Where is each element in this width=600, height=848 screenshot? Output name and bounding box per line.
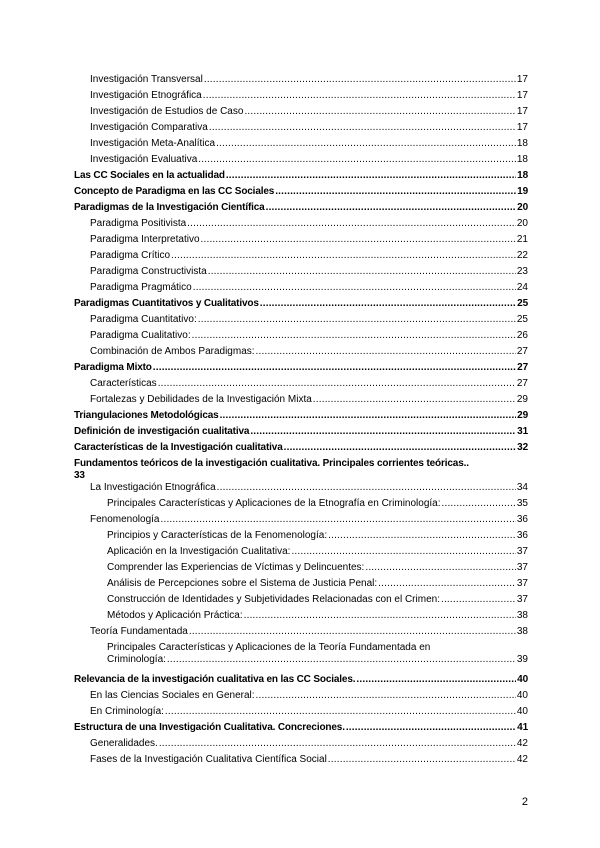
toc-entry-title: Teoría Fundamentada: [90, 626, 188, 637]
toc-entry-page: 17: [516, 74, 528, 85]
toc-entry-title: Generalidades.: [90, 738, 158, 749]
toc-entry[interactable]: [90, 706, 528, 718]
toc-entry[interactable]: [74, 170, 528, 182]
toc-entry[interactable]: [74, 442, 528, 454]
toc-entry[interactable]: [74, 202, 528, 214]
toc-entry-title: Fenomenología: [90, 514, 160, 525]
dot-leader: [159, 738, 516, 750]
toc-entry-title: Análisis de Percepciones sobre el Sistema de Justicia Penal:: [107, 578, 378, 589]
toc-entry[interactable]: [90, 482, 528, 494]
toc-entry-title: Investigación Evaluativa: [90, 154, 198, 165]
toc-entry[interactable]: [90, 626, 528, 638]
toc-entry-page: 41: [517, 722, 528, 733]
dot-leader: [217, 482, 516, 494]
toc-entry-page: 37: [516, 546, 528, 557]
dot-leader: [356, 674, 516, 686]
toc-entry-title: Principales Características y Aplicaciones de la Teoría Fundamentada en: [107, 642, 431, 653]
dot-leader: [313, 394, 516, 406]
toc-entry-page: 18: [517, 170, 528, 181]
toc-entry-page: 26: [516, 330, 528, 341]
toc-entry-title: Paradigma Interpretativo: [90, 234, 200, 245]
toc-entry[interactable]: [74, 674, 528, 686]
toc-entry-page: 17: [516, 122, 528, 133]
toc-entry-page: 17: [516, 106, 528, 117]
dot-leader: [441, 594, 516, 606]
toc-entry-title: Fases de la Investigación Cualitativa Científica Social: [90, 754, 327, 765]
toc-entry[interactable]: [107, 578, 528, 590]
dot-leader: [161, 514, 516, 526]
toc-entry-title: La Investigación Etnográfica: [90, 482, 216, 493]
toc-entry[interactable]: [74, 186, 528, 198]
toc-entry[interactable]: [90, 330, 528, 342]
toc-entry[interactable]: [107, 562, 528, 574]
toc-entry-page: 21: [516, 234, 528, 245]
toc-entry-page: 33: [74, 470, 85, 481]
dot-leader: [201, 234, 516, 246]
dot-leader: [284, 442, 517, 454]
toc-entry[interactable]: [90, 738, 528, 750]
toc-entry-page: 18: [516, 138, 528, 149]
toc-entry-page: 24: [516, 282, 528, 293]
toc-entry[interactable]: [90, 122, 528, 134]
toc-entry-title: Investigación Comparativa: [90, 122, 208, 133]
toc-entry-page: 25: [517, 298, 528, 309]
dot-leader: [250, 426, 516, 438]
toc-entry-page: 38: [516, 626, 528, 637]
dot-leader: [244, 106, 515, 118]
dot-leader: [256, 346, 516, 358]
toc-entry[interactable]: [90, 754, 528, 766]
toc-entry-page: 19: [517, 186, 528, 197]
dot-leader: [204, 74, 516, 86]
dot-leader: [291, 546, 515, 558]
toc-entry-title: Paradigma Pragmático: [90, 282, 192, 293]
dot-leader: [208, 266, 516, 278]
dot-leader: [187, 218, 516, 230]
dot-leader: [220, 410, 517, 422]
toc-entry-title: Criminología:: [107, 654, 166, 665]
dot-leader: [275, 186, 516, 198]
toc-entry[interactable]: [90, 250, 528, 262]
dot-leader: [328, 530, 516, 542]
toc-entry-page: 37: [516, 562, 528, 573]
toc-entry-page: 29: [517, 410, 528, 421]
toc-entry-page: 36: [516, 530, 528, 541]
toc-entry-title: Paradigma Mixto: [74, 362, 152, 373]
toc-entry-page: 35: [516, 498, 528, 509]
toc-entry[interactable]: [74, 298, 528, 310]
toc-entry[interactable]: [90, 314, 528, 326]
toc-entry-page: 18: [516, 154, 528, 165]
toc-entry[interactable]: [74, 722, 528, 734]
toc-entry-page: 34: [516, 482, 528, 493]
dot-leader: [165, 706, 516, 718]
toc-entry-title: Aplicación en la Investigación Cualitativa:: [107, 546, 291, 557]
toc-entry-page: 25: [516, 314, 528, 325]
toc-entry-page: 42: [516, 754, 528, 765]
toc-entry[interactable]: [90, 234, 528, 246]
dot-leader: [328, 754, 516, 766]
toc-entry-title: Comprender las Experiencias de Víctimas y Delincuentes:: [107, 562, 365, 573]
toc-entry-page: 32: [517, 442, 528, 453]
dot-leader: [153, 362, 516, 374]
dot-leader: [171, 250, 516, 262]
toc-entry[interactable]: [90, 90, 528, 102]
toc-entry[interactable]: [90, 346, 528, 358]
toc-entry-page: 27: [516, 346, 528, 357]
toc-entry[interactable]: [90, 138, 528, 150]
toc-entry-page: 20: [517, 202, 528, 213]
toc-entry[interactable]: [74, 426, 528, 438]
toc-entry-page: 20: [516, 218, 528, 229]
toc-entry[interactable]: [107, 498, 528, 510]
dot-leader: [203, 90, 516, 102]
toc-entry-title: Relevancia de la investigación cualitativa en las CC Sociales.: [74, 674, 356, 685]
toc-entry[interactable]: [90, 74, 528, 86]
dot-leader: [167, 654, 516, 666]
toc-entry-page: 40: [516, 690, 528, 701]
toc-entry-page: 22: [516, 250, 528, 261]
dot-leader: [256, 690, 516, 702]
dot-leader: [193, 282, 516, 294]
toc-entry-title: Triangulaciones Metodológicas: [74, 410, 219, 421]
page-number: 2: [521, 796, 528, 808]
toc-entry[interactable]: [90, 266, 528, 278]
toc-entry-title: Paradigma Constructivista: [90, 266, 207, 277]
dot-leader: [365, 562, 516, 574]
toc-entry[interactable]: [90, 394, 528, 406]
toc-entry[interactable]: [107, 546, 528, 558]
dot-leader: [346, 722, 516, 734]
toc-entry[interactable]: [90, 690, 528, 702]
toc-entry-title: Investigación Meta-Analítica: [90, 138, 216, 149]
toc-entry-title: Concepto de Paradigma en las CC Sociales: [74, 186, 275, 197]
toc-entry[interactable]: [74, 362, 528, 374]
toc-entry[interactable]: [90, 218, 528, 230]
toc-entry[interactable]: [90, 378, 528, 390]
dot-leader: [266, 202, 517, 214]
toc-entry[interactable]: [107, 594, 528, 606]
toc-entry[interactable]: [90, 106, 528, 118]
toc-entry-title: Investigación Transversal: [90, 74, 203, 85]
toc-entry-title: Paradigmas Cuantitativos y Cualitativos: [74, 298, 259, 309]
toc-entry-title: Combinación de Ambos Paradigmas:: [90, 346, 255, 357]
toc-entry-title: Paradigma Cualitativo:: [90, 330, 191, 341]
toc-entry-page: 42: [516, 738, 528, 749]
toc-entry-title: Investigación de Estudios de Caso: [90, 106, 244, 117]
toc-entry-title: Definición de investigación cualitativa: [74, 426, 250, 437]
dot-leader: [192, 330, 516, 342]
toc-entry-page: 17: [516, 90, 528, 101]
toc-entry-title: Paradigma Cuantitativo:: [90, 314, 197, 325]
toc-entry-page: 39: [516, 654, 528, 665]
toc-entry-page: 38: [516, 610, 528, 621]
toc-entry-page: 40: [516, 706, 528, 717]
toc-entry-title: En Criminología:: [90, 706, 164, 717]
toc-entry-title: Fortalezas y Debilidades de la Investigación Mixta: [90, 394, 312, 405]
toc-entry-page: 37: [516, 594, 528, 605]
toc-entry-page: 31: [517, 426, 528, 437]
toc-entry-title: Construcción de Identidades y Subjetividades Relacionadas con el Crimen:: [107, 594, 440, 605]
toc-entry-title: Paradigma Positivista: [90, 218, 187, 229]
toc-entry-page: 27: [516, 378, 528, 389]
toc-entry[interactable]: [107, 642, 528, 666]
toc-entry-page: 36: [516, 514, 528, 525]
toc-entry-title: Investigación Etnográfica: [90, 90, 202, 101]
toc-entry-title: Características de la Investigación cualitativa: [74, 442, 283, 453]
toc-entry[interactable]: [74, 458, 528, 482]
toc-entry-page: 27: [517, 362, 528, 373]
toc-entry[interactable]: [74, 410, 528, 422]
dot-leader: [198, 314, 516, 326]
dot-leader: [260, 298, 516, 310]
toc-entry-page: 40: [517, 674, 528, 685]
toc-entry[interactable]: [90, 282, 528, 294]
toc-entry-title: Estructura de una Investigación Cualitativa. Concreciones.: [74, 722, 345, 733]
toc-entry-title: Características: [90, 378, 157, 389]
toc-entry-page: 29: [516, 394, 528, 405]
toc-entry-page: 23: [516, 266, 528, 277]
dot-leader: [189, 626, 516, 638]
dot-leader: [216, 138, 516, 150]
toc-entry-title: Paradigma Crítico: [90, 250, 171, 261]
toc-entry[interactable]: [107, 610, 528, 622]
toc-entry-title: Principales Características y Aplicaciones de la Etnografía en Criminología:: [107, 498, 441, 509]
toc-entry-page: 37: [516, 578, 528, 589]
dot-leader: [378, 578, 516, 590]
dot-leader: [442, 498, 516, 510]
dot-leader: [158, 378, 516, 390]
dot-leader: [226, 170, 516, 182]
dot-leader: [198, 154, 516, 166]
toc-entry-title: Métodos y Aplicación Práctica:: [107, 610, 243, 621]
toc-entry-title: En las Ciencias Sociales en General:: [90, 690, 255, 701]
toc-entry-title: Principios y Características de la Fenomenología:: [107, 530, 328, 541]
toc-entry[interactable]: [90, 514, 528, 526]
dot-leader: [209, 122, 516, 134]
toc-entry[interactable]: [107, 530, 528, 542]
dot-leader: [244, 610, 516, 622]
toc-entry[interactable]: [90, 154, 528, 166]
toc-entry-title: Las CC Sociales en la actualidad: [74, 170, 225, 181]
toc-entry-title: Fundamentos teóricos de la investigación cualitativa. Principales corrientes teóricas..: [74, 458, 469, 469]
toc-entry-title: Paradigmas de la Investigación Científica: [74, 202, 265, 213]
